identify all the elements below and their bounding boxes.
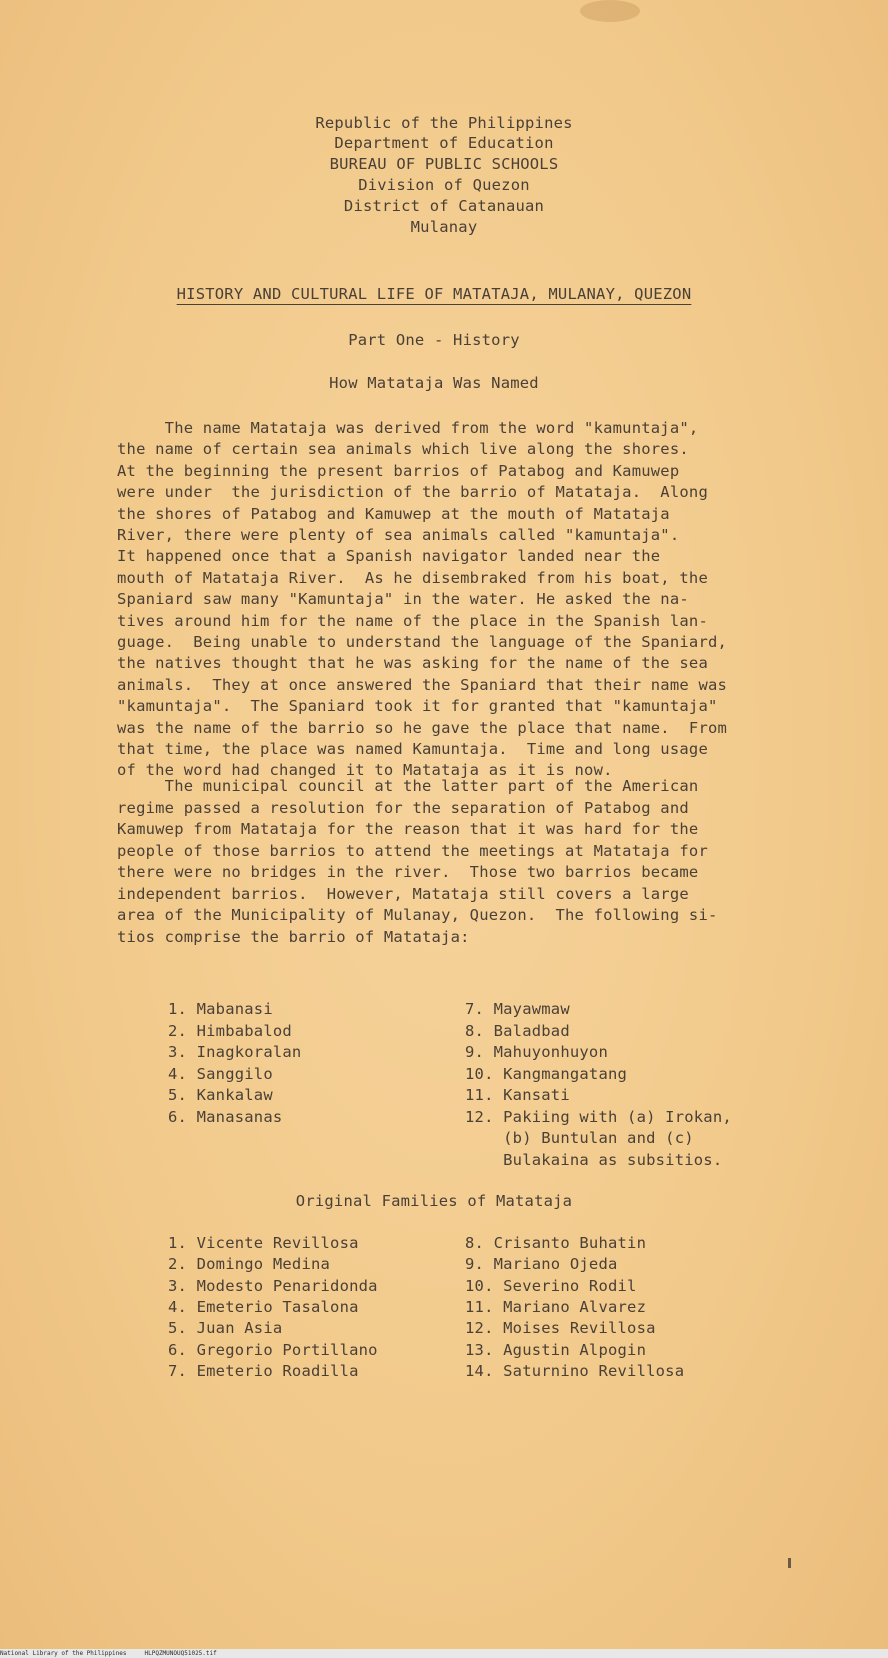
sitio-item: 5. Kankalaw xyxy=(168,1086,273,1104)
paragraph-line: The name Matataja was derived from the word "kamuntaja", xyxy=(117,419,699,437)
sitio-item: 12. Pakiing with (a) Irokan, xyxy=(465,1107,732,1126)
footer-caption: National Library of the Philippines HLPQZMUNOUQ51025.tif xyxy=(0,1649,888,1658)
paragraph-line: guage. Being unable to understand the language of the Spaniard, xyxy=(117,633,728,651)
paragraph-line: the name of certain sea animals which live along the shores. xyxy=(117,440,689,459)
family-item: 13. Agustin Alpogin xyxy=(465,1340,647,1359)
paragraph-line: that time, the place was named Kamuntaja. Time and long usage xyxy=(117,740,708,758)
paragraph-line: The municipal council at the latter part of the American xyxy=(117,777,699,795)
sitio-item: 10. Kangmangatang xyxy=(465,1064,628,1083)
family-item: 1. Vicente Revillosa xyxy=(168,1234,359,1252)
paragraph-line: area of the Municipality of Mulanay, Quezon. The following si- xyxy=(117,906,718,924)
header-district: District of Catanauan xyxy=(343,197,545,215)
paragraph-line: the shores of Patabog and Kamuwep at the mouth of Matataja xyxy=(117,504,670,523)
family-item: 4. Emeterio Tasalona xyxy=(168,1297,359,1316)
paragraph-line: "kamuntaja". The Spaniard took it for granted that "kamuntaja" xyxy=(117,697,718,716)
paragraph-line: It happened once that a Spanish navigator landed near the xyxy=(117,547,661,566)
paragraph-line: tives around him for the name of the place in the Spanish lan- xyxy=(117,611,708,630)
sitio-item: 4. Sanggilo xyxy=(168,1064,273,1083)
family-item: 7. Emeterio Roadilla xyxy=(168,1361,359,1380)
sitio-item: 8. Baladbad xyxy=(465,1021,570,1040)
sitio-item: 7. Mayawmaw xyxy=(465,1000,570,1018)
paragraph-line: tios comprise the barrio of Matataja: xyxy=(117,927,470,946)
ink-mark xyxy=(788,1558,791,1568)
section-heading: How Matataja Was Named xyxy=(329,374,539,392)
paragraph-line: people of those barrios to attend the meetings at Matataja for xyxy=(117,841,708,860)
families-heading: Original Families of Matataja xyxy=(295,1192,573,1210)
header-municipality: Mulanay xyxy=(410,218,478,236)
header-division: Division of Quezon xyxy=(358,176,530,194)
header-republic: Republic of the Philippines xyxy=(315,114,573,132)
paragraph-line: independent barrios. However, Matataja still covers a large xyxy=(117,884,689,903)
paragraph-line: regime passed a resolution for the separation of Patabog and xyxy=(117,798,689,817)
paragraph-line: At the beginning the present barrios of Patabog and Kamuwep xyxy=(117,461,680,480)
family-item: 8. Crisanto Buhatin xyxy=(465,1234,647,1252)
paper-stain xyxy=(580,0,640,22)
part-heading: Part One - History xyxy=(348,331,520,349)
header-bureau: BUREAU OF PUBLIC SCHOOLS xyxy=(329,155,559,173)
paragraph-line: River, there were plenty of sea animals called "kamuntaja". xyxy=(117,526,680,544)
family-item: 6. Gregorio Portillano xyxy=(168,1340,378,1359)
header-department: Department of Education xyxy=(334,134,554,152)
sitio-item: 11. Kansati xyxy=(465,1086,570,1104)
family-item: 10. Severino Rodil xyxy=(465,1276,637,1295)
family-item: 2. Domingo Medina xyxy=(168,1255,331,1274)
paragraph-line: was the name of the barrio so he gave the place that name. From xyxy=(117,718,728,737)
sitio-item: Bulakaina as subsitios. xyxy=(465,1150,723,1169)
sitio-item: 3. Inagkoralan xyxy=(168,1043,302,1061)
sitio-item: 1. Mabanasi xyxy=(168,1000,273,1018)
document-title: HISTORY AND CULTURAL LIFE OF MATATAJA, MULANAY, QUEZON xyxy=(176,285,692,303)
family-item: 11. Mariano Alvarez xyxy=(465,1297,647,1316)
paragraph-line: were under the jurisdiction of the barrio of Matataja. Along xyxy=(117,483,708,502)
family-item: 9. Mariano Ojeda xyxy=(465,1255,618,1274)
paragraph-line: mouth of Matataja River. As he disembraked from his boat, the xyxy=(117,568,708,587)
family-item: 3. Modesto Penaridonda xyxy=(168,1276,378,1295)
family-item: 14. Saturnino Revillosa xyxy=(465,1361,685,1380)
family-item: 12. Moises Revillosa xyxy=(465,1319,656,1338)
sitio-item: 6. Manasanas xyxy=(168,1107,283,1126)
paragraph-line: there were no bridges in the river. Those two barrios became xyxy=(117,863,699,881)
paragraph-line: Spaniard saw many "Kamuntaja" in the water. He asked the na- xyxy=(117,590,689,609)
paragraph-line: the natives thought that he was asking for the name of the sea xyxy=(117,654,708,673)
paragraph-line: Kamuwep from Matataja for the reason that it was hard for the xyxy=(117,820,699,838)
family-item: 5. Juan Asia xyxy=(168,1319,283,1338)
sitio-item: (b) Buntulan and (c) xyxy=(465,1129,694,1147)
sitio-item: 9. Mahuyonhuyon xyxy=(465,1043,608,1061)
paragraph-line: of the word had changed it to Matataja as it is now. xyxy=(117,761,613,780)
sitio-item: 2. Himbabalod xyxy=(168,1021,292,1040)
paragraph-line: animals. They at once answered the Spaniard that their name was xyxy=(117,675,728,694)
